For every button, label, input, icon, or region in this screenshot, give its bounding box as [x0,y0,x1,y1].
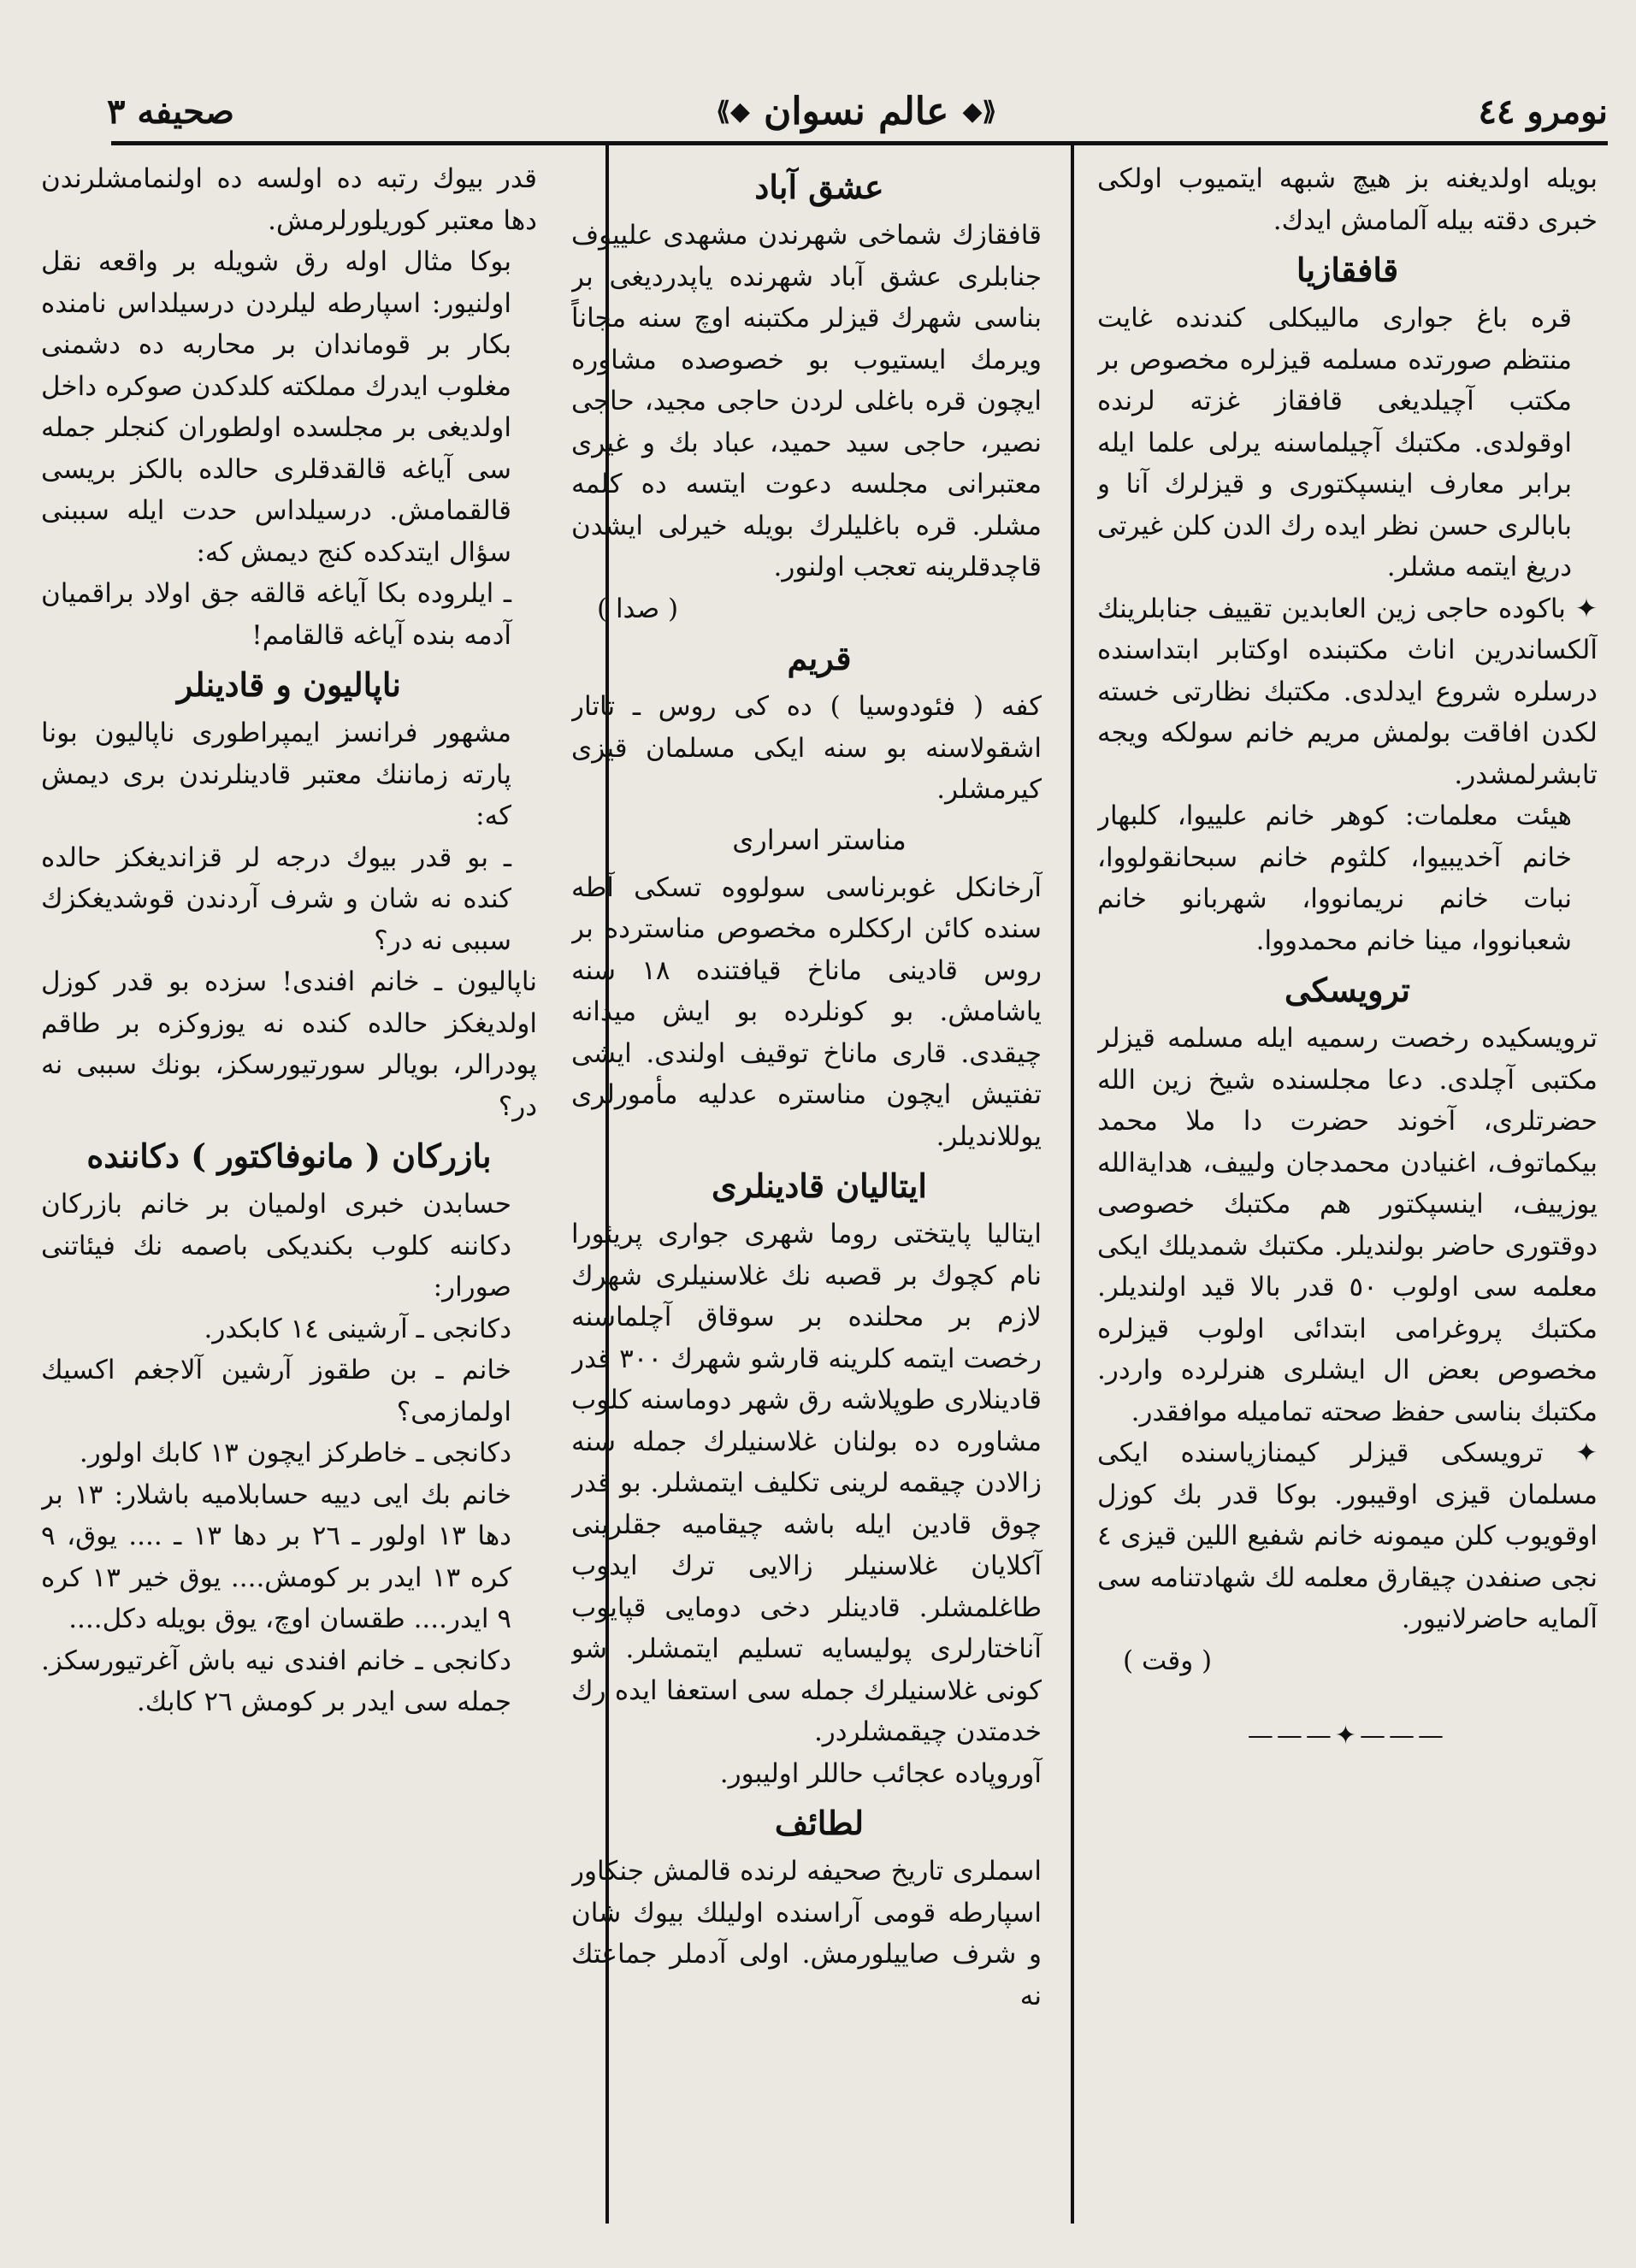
article-text: حسابدن خبری اولمیان بر خانم بازرکان دکاننه کلوب بکندیکی باصمه نك فیئاتنی صورار: [41,1189,511,1302]
section-subheading: مناستر اسراری [732,823,907,856]
article-text: ترویسکیده رخصت رسمیه ایله مسلمه قیزلر مکتبی آچلدی. دعا مجلسنده شیخ زین الله حضرتلری، آخوند حضرت دا ملا محمد بیکماتوف، اغنیادن محمدجان ولییف، هدایةالله یوزییف، اینسپکتور هم مکتبك خصوصی دوقتوری حاضر بولندیلر. مکتبك شمدیلك ایکی معلمه سی اولوب ٥٠ قدر بالا قید اولندیلر. مکتبك پروغرامی ابتدائی اولوب قیزلره مخصوص بعض ال ایشلری هنرلرده واردر. مکتبك بناسی حفظ صحته تماميله موافقدر. [1097,1023,1598,1427]
section-heading: عشق آباد [754,168,884,206]
article-text: کفه ( فئودوسیا ) ده کی روس ـ تاتار اشقولاسنه بو سنه ایکی مسلمان قیزی کیرمشلر. [571,691,1042,805]
article-text: بوکا مثال اوله رق شویله بر واقعه نقل اولنیور: اسپارطه لیلردن درسیلداس نامنده بکار بر قوماندان بر محاربه ده دشمنی مغلوب ایدرك مملکته کلدکدن صوکره داخل اولدیغی بر مجلسده اولطوران کنجلر جمله سی آیاغه قالقدقلری حالده بالکز بریسی قالقمامش. درسیلداس حدت ایله سببنی سؤال ایتدکده کنج دیمش که: [41,246,511,568]
column-divider-right [1071,145,1074,2224]
article-text: قافقازك شماخی شهرندن مشهدی علییوف جنابلری عشق آباد شهرنده یاپدردیغی بر بناسی شهرك قیزلر مکتبنه اوچ سنه مجاناً ویرمك ایستیوب بو خصوصده مشاوره ایچون قره باغلی لردن حاجی مجید، حاجی نصیر، حاجی سید حمید، عباد بك و غیری معتبرانی مجلسه دعوت ایتسه ده کلمه مشلر. قره باغلیلرك بویله خیرلی ایشدن قاچدقلرینه تعجب اولنور. [571,220,1042,582]
article-text: دکانجی ـ خاطرکز ایچون ١٣ کابك اولور. [79,1438,511,1468]
page-number: صحیفه ٣ [107,91,234,132]
source-note: ( صدا ) [597,593,679,624]
article-text: مشهور فرانسز ایمپراطوری ناپالیون بونا پارته زماننك معتبر قادینلرندن بری دیمش که: [41,718,511,831]
source-note: ( وقت ) [1123,1645,1213,1676]
article-text: خانم بك ایی دییه حسابلامیه باشلار: ١٣ بر دها ١٣ اولور ـ ٢٦ بر دها ١٣ ـ .... یوق، ٩ کره ١٣ ایدر بر کومش.... یوق خیر ١٣ کره ٩ ایدر.... طقسان اوچ، یوق بویله دکل.... [41,1479,511,1634]
section-heading: ناپالیون و قادینلر [177,665,401,704]
article-text: ✦ ترویسکی قیزلر کیمنازیاسنده ایکی مسلمان قیزی اوقیبور. بوکا قدر بك کوزل اوقویوب کلن میمونه خانم شفیع اللین قیزی ٤ نجی صنفدن چیقارق معلمه لك شهادتنامه سی آلمایه حاضرلانیور. [1097,1438,1598,1634]
end-ornament: ———✦——— [1247,1721,1448,1751]
section-heading: ایتالیان قادینلری [712,1166,927,1205]
article-text: دکانجی ـ آرشینی ١٤ کابکدر. [204,1313,511,1344]
section-heading: قریم [787,639,852,677]
column-right [1097,158,1598,2211]
section-heading: قافقازیا [1296,251,1399,289]
section-heading: بازرکان ( مانوفاکتور ) دکاننده [86,1137,492,1175]
article-text: قره باغ جواری مالیبکلی کندنده غایت منتظم صورتده مسلمه قیزلره مخصوص بر مکتب آچیلدیغی قافقاز غزته لرنده اوقولدی. مکتبك آچیلماسنه یرلی علما ایله برابر معارف اینسپکتوری و قیزلرك آنا و بابالری حسن نظر ایده رك الدن کلن غیرتی دریغ ایتمه مشلر. [1097,303,1572,582]
column-middle [571,158,1067,2211]
column-left [41,158,537,2211]
article-text: آوروپاده عجائب حاللر اولیبور. [719,1757,1042,1789]
article-text: ایتالیا پایتختی روما شهری جواری پریئورا نام کچوك بر قصبه نك غلاسنیلری شهرك لازم بر محلنده بر سوقاق آچلماسنه رخصت ایتمه کلرینه قارشو شهرك ٣٠٠ قدر قادینلاری طوپلاشه رق شهر دوماسنه کلوب مشاوره ده بولنان غلاسنیلرك جمله سنه زالادن چیقمه لرینی تکلیف ایتمشلر. بو قدر چوق قادین ایله باشه چیقامیه جقلرینی آکلایان غلاسنیلر زالایی ترك ایدوب طاغلمشلر. قادینلر دخی دومایی قپایوب آناختارلری پولیسایه تسلیم ایتمشلر. شو کونی غلاسنیلرك جمله سی استعفا ایده رك خدمتدن چیقمشلردر. [571,1219,1042,1747]
article-text: دکانجی ـ خانم افندی نیه باش آغرتیورسکز. جمله سی ایدر بر کومش ٢٦ کابك. [41,1645,511,1717]
article-text: بویله اولدیغنه بز هیچ شبهه ایتمیوب اولکی خبری دقته بیله آلمامش ایدك. [1097,163,1598,236]
article-text: خانم ـ بن طقوز آرشین آلاجغم اکسیك اولمازمی؟ [41,1355,511,1427]
article-text: اسملری تاریخ صحیفه لرنده قالمش جنکاور اسپارطه قومی آراسنده اولیلك بیوك شان و شرف صاییلورمش. اولی آدملر جماعتك نه [571,1856,1042,2011]
newspaper-title: عالم نسوان [764,89,949,133]
article-text: قدر بیوك رتبه ده اولسه ده اولنمامشلرندن دها معتبر کوریلورلرمش. [41,163,537,236]
article-text: ـ بو قدر بیوك درجه لر قزاندیغکز حالده کنده نه شان و شرف آردندن قوشدیغکزك سببی نه در؟ [41,842,511,956]
section-heading: لطائف [774,1804,865,1842]
article-text: آرخانکل غوبرناسی سولووه تسکی آطه سنده کائن ارککلره مخصوص مناسترده بر روس قادینی ماناخ قیافتنده ١٨ سنه یاشامش. بو کونلرده بو ایش میدانه چیقدی. قاری ماناخ توقیف اولندی. ایشی تفتیش ایچون مناستره عدلیه مأمورلری یوللاندیلر. [571,871,1042,1152]
article-text: ـ ایلروده بکا آیاغه قالقه جق اولاد براقمیان آدمه بنده آیاغه قالقامم! [41,578,511,651]
ornament-right-icon: ◆⟫ [716,96,750,127]
section-heading: ترویسکی [1284,971,1411,1009]
header-rule [111,141,1608,145]
article-text: ✦ باکوده حاجی زین العابدین تقییف جنابلرینك آلکساندرین اناث مکتبنده اوکتابر ابتداسنده درسلره شروع ایدلدی. مکتبك نظارتی خسته لکدن افاقت بولمش مریم خانم سولکه ویجه تابشرلمشدر. [1097,593,1598,790]
article-text: ناپالیون ـ خانم افندی! سزده بو قدر کوزل اولدیغکز حالده کنده نه یوزوکزه بر طاقم پودرالر، بویالر سورتیورسکز، بونك سببی نه در؟ [41,966,537,1122]
page-header [107,81,1608,141]
ornament-left-icon: ⟪◆ [962,96,997,127]
article-text: هیئت معلمات: کوهر خانم علییوا، کلبهار خانم آخدیبیوا، کلثوم خانم سبحانقولووا، نبات خانم نریمانووا، شهربانو خانم شعبانووا، مینا خانم محمدووا. [1097,800,1572,956]
masthead [716,90,996,133]
issue-number: نومرو ٤٤ [1478,91,1608,132]
